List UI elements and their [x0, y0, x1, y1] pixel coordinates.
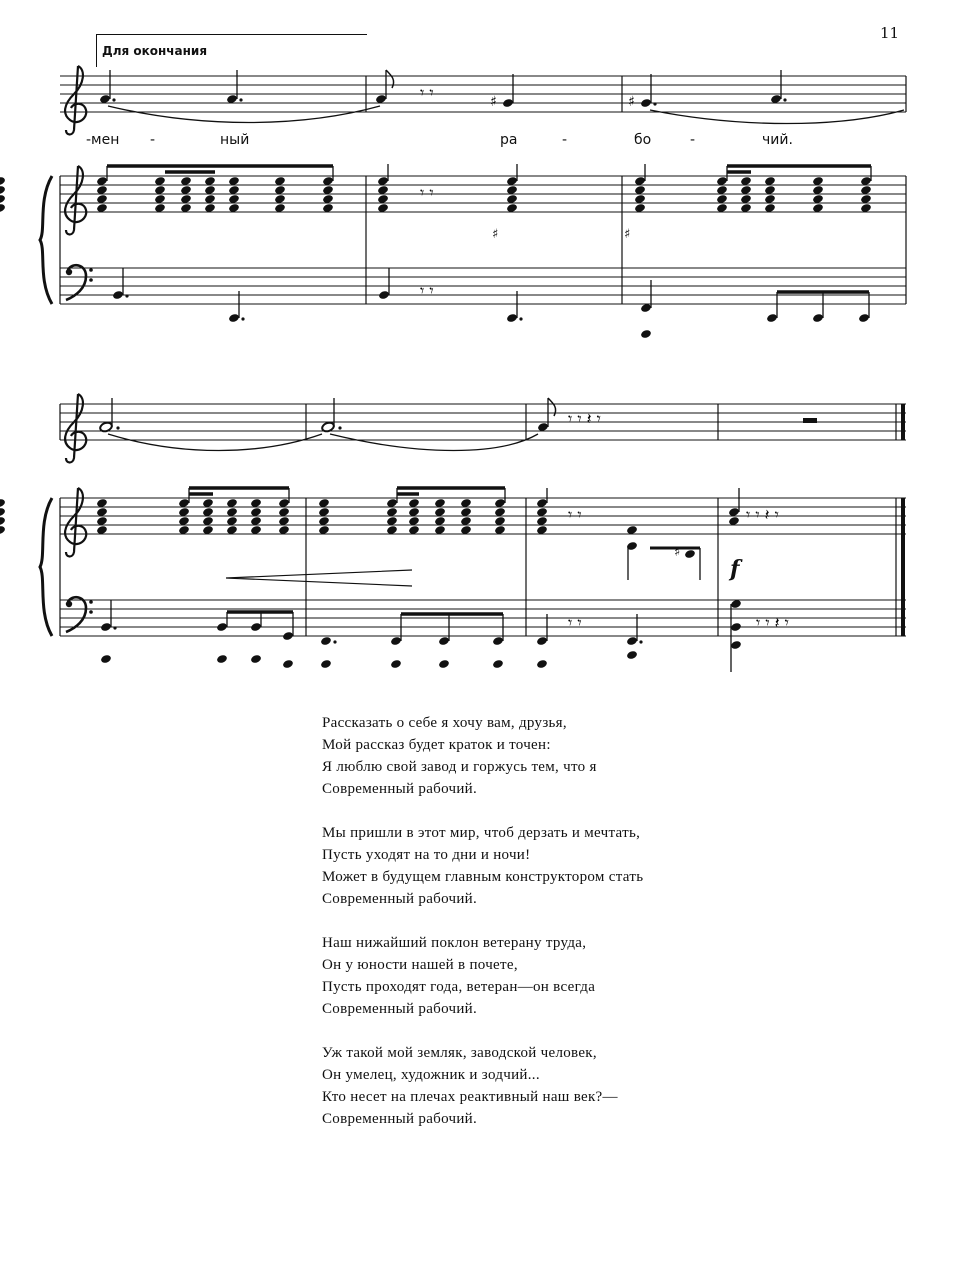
- verse-line: Наш нижайший поклон ветерану труда,: [322, 935, 587, 951]
- piano-bass-staff-1: [60, 268, 906, 304]
- verse-line: Пусть уходят на то дни и ночи!: [322, 847, 531, 863]
- svg-text:𝄾 𝄾 𝄽 𝄾: 𝄾 𝄾 𝄽 𝄾: [756, 613, 789, 632]
- svg-text:♯: ♯: [490, 94, 497, 110]
- stanza-4: [322, 1042, 882, 1130]
- stanza-2: [322, 822, 882, 910]
- verse-line: Он у юности нашей в почете,: [322, 957, 518, 973]
- verse-line: Уж такой мой земляк, заводской человек,: [322, 1045, 597, 1061]
- brace-icon: [40, 176, 52, 304]
- svg-text:♯: ♯: [674, 545, 681, 560]
- stanza-1: [322, 712, 882, 800]
- svg-text:𝄾 𝄾 𝄽 𝄾: 𝄾 𝄾 𝄽 𝄾: [746, 505, 779, 524]
- svg-text:♯: ♯: [492, 227, 499, 242]
- verse-line: Рассказать о себе я хочу вам, друзья,: [322, 715, 567, 731]
- svg-text:𝄾 𝄾 𝄽 𝄾: 𝄾 𝄾 𝄽 𝄾: [568, 409, 601, 428]
- svg-text:𝄾 𝄾: 𝄾 𝄾: [568, 613, 582, 632]
- verse-line: Современный рабочий.: [322, 1111, 478, 1127]
- piano-treble-chords-2: [0, 488, 779, 586]
- voice-staff-2: [60, 404, 906, 440]
- piano-bass-notes-2: [100, 599, 789, 672]
- song-verses: [322, 712, 882, 1152]
- system-1: [0, 66, 906, 339]
- svg-text:♯: ♯: [624, 227, 631, 242]
- svg-text:♯: ♯: [628, 94, 635, 110]
- svg-text:𝄾 𝄾: 𝄾 𝄾: [420, 281, 434, 300]
- voice-notes-1: [99, 70, 904, 124]
- lyric-syllable: ный: [220, 132, 250, 148]
- verse-line: Современный рабочий.: [322, 781, 478, 797]
- verse-line: Может в будущем главным конструктором стать: [322, 869, 644, 885]
- verse-line: Я люблю свой завод и горжусь тем, что я: [322, 759, 597, 775]
- verse-line: Мы пришли в этот мир, чтоб дерзать и мечтать,: [322, 825, 641, 841]
- svg-text:𝄾 𝄾: 𝄾 𝄾: [568, 505, 582, 524]
- verse-line: Современный рабочий.: [322, 891, 478, 907]
- svg-text:𝄾 𝄾: 𝄾 𝄾: [420, 183, 434, 202]
- verse-line: Кто несет на плечах реактивный наш век?—: [322, 1089, 618, 1105]
- stanza-3: [322, 932, 882, 1020]
- lyric-syllable: чий.: [762, 132, 793, 148]
- verse-line: Современный рабочий.: [322, 1001, 478, 1017]
- page-number: 11: [880, 24, 900, 42]
- lyric-hyphen: -: [690, 132, 696, 148]
- verse-line: Он умелец, художник и зодчий...: [322, 1067, 540, 1083]
- voice-staff-1: [60, 76, 906, 112]
- lyric-hyphen: -: [562, 132, 568, 148]
- lyric-syllable: -мен: [86, 132, 120, 148]
- dynamic-marking: f: [730, 556, 740, 582]
- volta-label: Для окончания: [102, 44, 208, 58]
- verse-line: Пусть проходят года, ветеран—он всегда: [322, 979, 596, 995]
- svg-text:𝄾 𝄾: 𝄾 𝄾: [420, 83, 434, 102]
- lyric-syllable: бо: [634, 132, 652, 148]
- lyric-syllable: ра: [500, 132, 518, 148]
- lyric-hyphen: -: [150, 132, 156, 148]
- verse-line: Мой рассказ будет краток и точен:: [322, 737, 551, 753]
- brace-icon: [40, 498, 52, 636]
- voice-notes-2: [99, 398, 817, 451]
- system-2: [0, 394, 906, 672]
